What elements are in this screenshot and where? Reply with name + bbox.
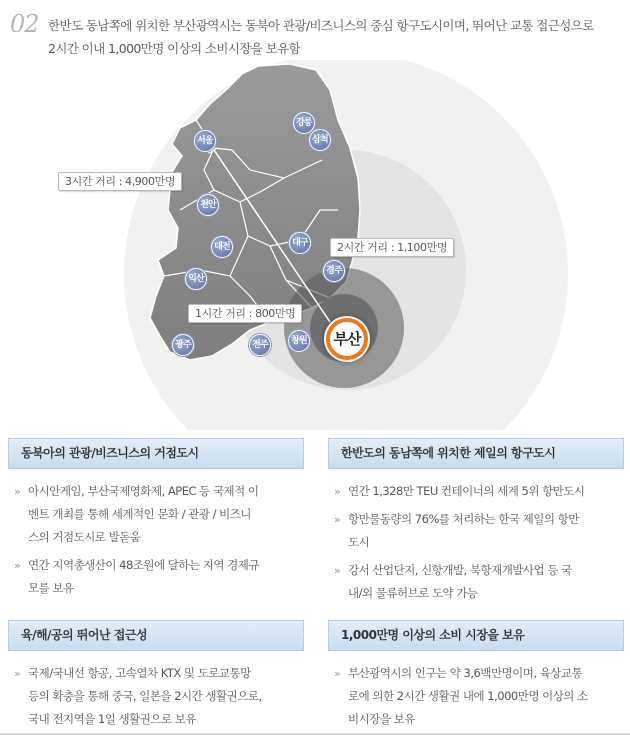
- section-list: [14, 662, 304, 735]
- bullet-icon: »: [334, 564, 341, 577]
- city-marker: 경주: [323, 260, 345, 282]
- city-marker: 익산: [185, 268, 207, 290]
- section-list: [334, 662, 624, 735]
- list-item: » 부산광역시의 인구는 약 3,6백만명이며, 육상교통 로에 의한 2시간 생활권 내에 1,000만명 이상의 소 비시장을 보유: [334, 662, 624, 731]
- korea-map: [0, 60, 630, 430]
- section-title: 한반도의 동남쪽에 위치한 제일의 항구도시: [328, 438, 624, 469]
- section-list: [14, 480, 304, 605]
- city-marker: 강릉: [293, 112, 315, 134]
- list-item: » 항만물동량의 76%를 처리하는 한국 제일의 항만 도시: [334, 508, 624, 554]
- section-title: 육/해/공의 뛰어난 접근성: [8, 620, 304, 651]
- section-list: [334, 480, 624, 610]
- section-title: 1,000만명 이상의 소비 시장을 보유: [328, 620, 624, 651]
- busan-marker: 부산: [326, 318, 368, 360]
- bullet-icon: »: [14, 559, 21, 572]
- bullet-icon: »: [14, 667, 21, 680]
- city-marker: 창원: [288, 330, 310, 352]
- two-hour-label: 2시간 거리 : 1,100만명: [330, 238, 454, 257]
- one-hour-label: 1시간 거리 : 800만명: [188, 304, 302, 323]
- list-item: » 강서 산업단지, 신항개발, 북항재개발사업 등 국 내/외 물류허브로 도약 가능: [334, 559, 624, 605]
- city-marker: 전주: [249, 334, 271, 356]
- map-graphic: [0, 60, 630, 430]
- city-marker: 삼척: [309, 129, 331, 151]
- three-hour-label: 3시간 거리 : 4,900만명: [58, 172, 182, 191]
- city-marker: 광주: [172, 334, 194, 356]
- section-title: 동북아의 관광/비즈니스의 거점도시: [8, 438, 304, 469]
- header-line-2: 2시간 이내 1,000만명 이상의 소비시장을 보유함: [48, 41, 301, 56]
- section-number: 02: [10, 10, 39, 38]
- header: [10, 8, 622, 64]
- city-marker: 대구: [289, 232, 311, 254]
- list-item: » 국제/국내선 항공, 고속열차 KTX 및 도로교통망 등의 확충을 통해 중국, 일본을 2시간 생활권으로, 국내 전지역을 1일 생활권으로 보유: [14, 662, 304, 731]
- bullet-icon: »: [334, 485, 341, 498]
- city-marker: 천안: [197, 194, 219, 216]
- bullet-icon: »: [334, 667, 341, 680]
- list-item: » 연간 지역총생산이 48조원에 달하는 지역 경제규 모를 보유: [14, 554, 304, 600]
- bullet-icon: »: [14, 485, 21, 498]
- city-marker: 서울: [194, 130, 216, 152]
- city-marker: 대전: [211, 236, 233, 258]
- header-line-1: 한반도 동남쪽에 위치한 부산광역시는 동북아 관광/비즈니스의 중심 항구도시이며, 뛰어난 교통 접근성으로: [48, 18, 594, 33]
- bullet-icon: »: [334, 513, 341, 526]
- list-item: » 연간 1,328만 TEU 컨테이너의 세계 5위 항만도시: [334, 480, 624, 503]
- list-item: » 아시안게임, 부산국제영화제, APEC 등 국제적 이 벤트 개최를 통해 세계적인 문화 / 관광 / 비즈니 스의 거점도시로 발돋움: [14, 480, 304, 549]
